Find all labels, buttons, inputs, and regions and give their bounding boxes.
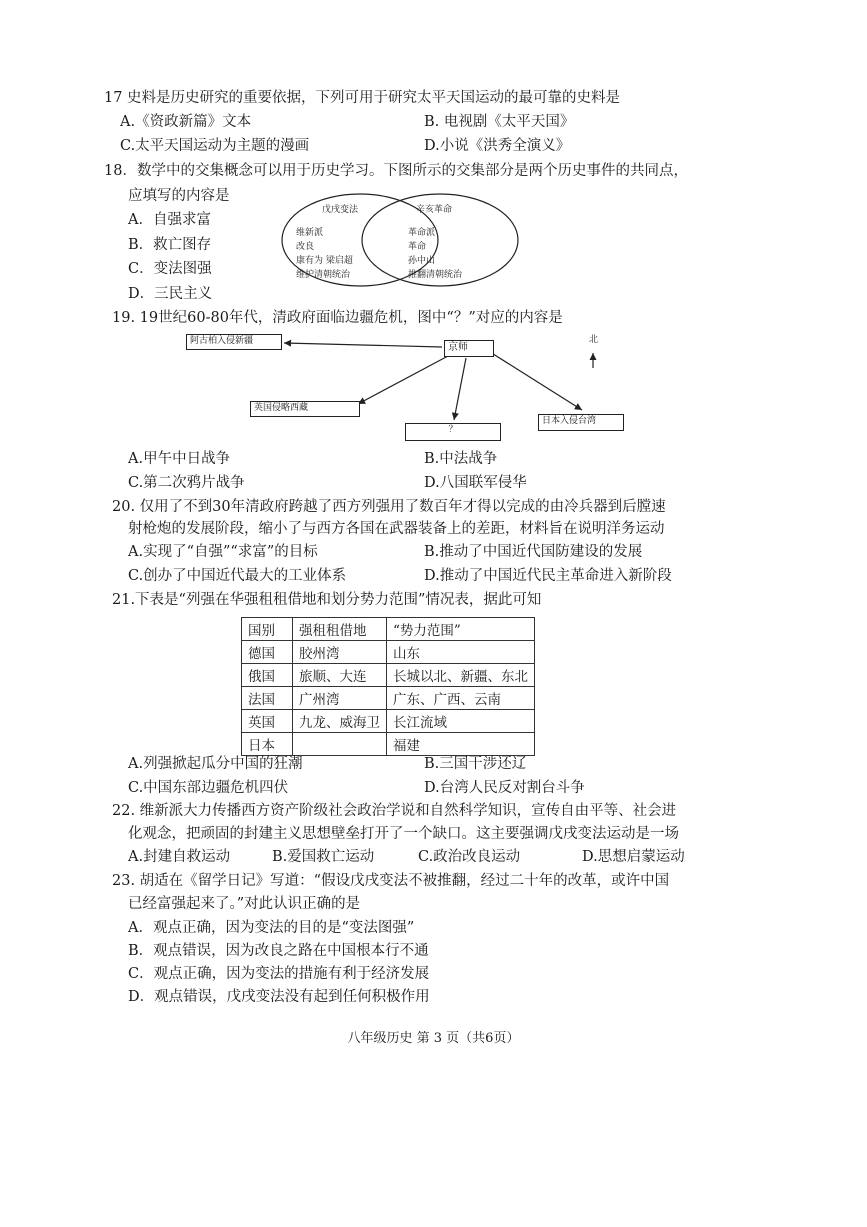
table-row: [242, 641, 535, 664]
q22-stem-line2: 化观念，把顽固的封建主义思想壁垒打开了一个缺口。这主要强调戊戌变法运动是一场: [128, 826, 679, 842]
venn-left-item: 改良: [296, 242, 315, 252]
table-row: [242, 664, 535, 687]
q23-stem-line1: 23. 胡适在《留学日记》写道：“假设戊戌变法不被推翻，经过二十年的改革，或许中国: [112, 873, 670, 889]
table-header-cell: 国别: [242, 618, 293, 641]
q21-option-c: C.中国东部边疆危机四伏: [128, 780, 289, 796]
q22-option-c: C.政治改良运动: [418, 849, 521, 865]
table-cell: 广东、广西、云南: [387, 687, 535, 710]
table-cell: 九龙、威海卫: [293, 710, 387, 733]
box-right: 日本入侵台湾: [538, 414, 624, 431]
table-cell: 长江流域: [387, 710, 535, 733]
page-footer: 八年级历史 第 3 页（共6页）: [347, 1031, 520, 1046]
q23-option-a: A．观点正确，因为变法的目的是“变法图强”: [128, 920, 415, 936]
q20-stem-line1: 20. 仅用了不到30年清政府跨越了西方列强用了数百年才得以完成的由冷兵器到后膛速: [112, 499, 666, 515]
q22-stem-line1: 22. 维新派大力传播西方资产阶级社会政治学说和自然科学知识，宣传自由平等、社会进: [112, 803, 677, 819]
venn-right-item: 推翻清朝统治: [408, 270, 463, 280]
venn-left-item: 康有为 梁启超: [296, 256, 353, 266]
q20-option-c: C.创办了中国近代最大的工业体系: [128, 568, 347, 584]
q20-option-b: B.推动了中国近代国防建设的发展: [424, 544, 643, 560]
table-cell: 俄国: [242, 664, 293, 687]
q17-stem: 17 史料是历史研究的重要依据，下列可用于研究太平天国运动的最可靠的史料是: [104, 90, 621, 106]
q23-option-d: D．观点错误，戊戌变法没有起到任何积极作用: [128, 989, 430, 1005]
q21-stem: 21.下表是“列强在华强租租借地和划分势力范围”情况表，据此可知: [112, 592, 542, 608]
table-cell: 长城以北、新疆、东北: [387, 664, 535, 687]
q18-stem-line1: 18．数学中的交集概念可以用于历史学习。下图所示的交集部分是两个历史事件的共同点，: [104, 163, 688, 179]
frontier-diagram-arrows: [0, 0, 867, 460]
q19-option-c: C.第二次鸦片战争: [128, 475, 245, 491]
q23-stem-line2: 已经富强起来了。”对此认识正确的是: [128, 896, 361, 912]
q18-stem-line2: 应填写的内容是: [128, 188, 230, 204]
q17-option-c: C.太平天国运动为主题的漫画: [120, 138, 310, 154]
q19-option-b: B.中法战争: [424, 451, 498, 467]
box-top-left: 阿古柏入侵新疆: [186, 334, 282, 350]
q20-option-a: A.实现了“自强”“求富”的目标: [128, 544, 318, 560]
table-header-cell: 强租租借地: [293, 618, 387, 641]
table-cell: 山东: [387, 641, 535, 664]
q22-option-b: B.爱国救亡运动: [272, 849, 375, 865]
q21-option-d: D.台湾人民反对割台斗争: [424, 780, 585, 796]
table-cell: [293, 733, 387, 756]
north-label: 北: [589, 335, 599, 345]
q19-stem: 19. 19世纪60-80年代，清政府面临边疆危机，图中“？”对应的内容是: [112, 310, 563, 326]
q17-option-a: A.《资政新篇》文本: [120, 114, 252, 130]
q22-option-a: A.封建自救运动: [128, 849, 231, 865]
venn-right-item: 革命派: [408, 228, 436, 238]
spheres-of-influence-table: [241, 617, 535, 756]
q17-option-b: B. 电视剧《太平天国》: [424, 114, 575, 130]
table-row: [242, 710, 535, 733]
q23-option-b: B．观点错误，因为改良之路在中国根本行不通: [128, 943, 429, 959]
table-cell: 法国: [242, 687, 293, 710]
q21-option-a: A.列强掀起瓜分中国的狂潮: [128, 756, 303, 772]
q20-stem-line2: 射枪炮的发展阶段，缩小了与西方各国在武器装备上的差距，材料旨在说明洋务运动: [128, 521, 665, 537]
table-cell: 日本: [242, 733, 293, 756]
box-question: ？: [405, 423, 501, 441]
q21-option-b: B.三国干涉还辽: [424, 756, 527, 772]
box-center: 京师: [444, 340, 494, 357]
q23-option-c: C．观点正确，因为变法的措施有利于经济发展: [128, 966, 430, 982]
venn-left-item: 维护清朝统治: [296, 270, 351, 280]
venn-left-title: 戊戌变法: [322, 205, 359, 215]
venn-left-item: 维新派: [296, 228, 324, 238]
table-cell: 广州湾: [293, 687, 387, 710]
q17-option-d: D.小说《洪秀全演义》: [424, 138, 571, 154]
venn-right-title: 辛亥革命: [416, 205, 453, 215]
table-row: [242, 687, 535, 710]
table-cell: 旅顺、大连: [293, 664, 387, 687]
table-row: [242, 733, 535, 756]
q18-option-b: B．救亡图存: [128, 237, 212, 253]
q18-option-d: D．三民主义: [128, 286, 213, 302]
venn-right-item: 孙中山: [408, 256, 436, 266]
table-cell: 福建: [387, 733, 535, 756]
table-header-cell: “势力范围”: [387, 618, 535, 641]
venn-right-item: 革命: [408, 242, 427, 252]
q20-option-d: D.推动了中国近代民主革命进入新阶段: [424, 568, 672, 584]
q19-option-a: A.甲午中日战争: [128, 451, 231, 467]
q19-option-d: D.八国联军侵华: [424, 475, 527, 491]
q18-option-a: A．自强求富: [128, 212, 211, 228]
q18-option-c: C．变法图强: [128, 261, 212, 277]
table-cell: 德国: [242, 641, 293, 664]
table-header-row: [242, 618, 535, 641]
table-cell: 胶州湾: [293, 641, 387, 664]
q22-option-d: D.思想启蒙运动: [582, 849, 685, 865]
box-left: 英国侵略西藏: [250, 401, 360, 417]
table-cell: 英国: [242, 710, 293, 733]
